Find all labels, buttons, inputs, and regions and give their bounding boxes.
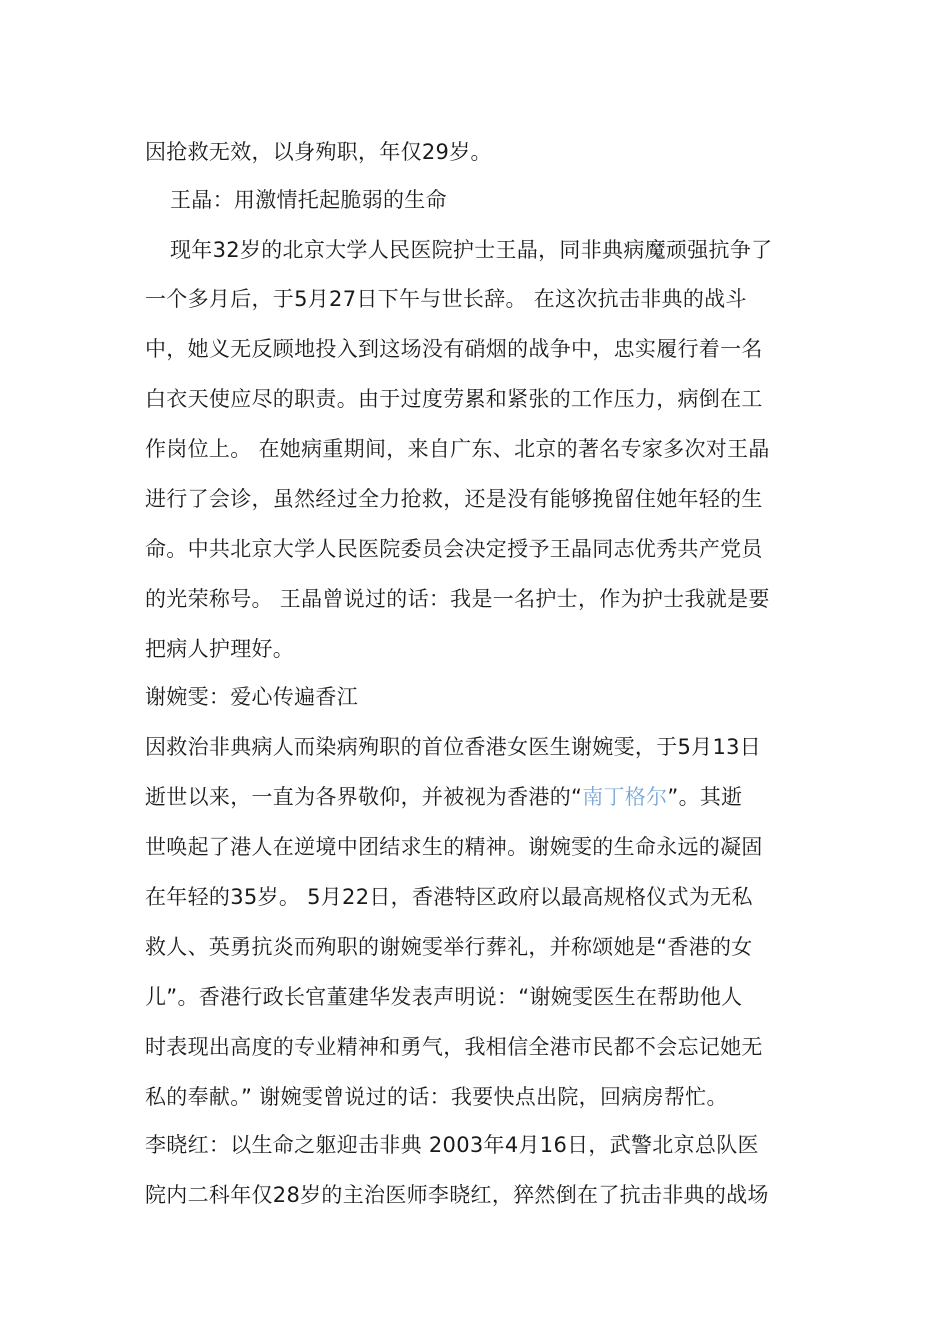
text-line: 进行了会诊，虽然经过全力抢救，还是没有能够挽留住她年轻的生	[145, 487, 763, 511]
text-line: 私的奉献。” 谢婉雯曾说过的话：我要快点出院，回病房帮忙。	[145, 1085, 728, 1109]
text-line: 的光荣称号。 王晶曾说过的话：我是一名护士，作为护士我就是要	[145, 587, 770, 611]
text-line: 因救治非典病人而染病殉职的首位香港女医生谢婉雯，于5月13日	[145, 735, 762, 759]
section-heading-li-xiaohong: 李晓红：以生命之躯迎击非典 2003年4月16日，武警北京总队医	[145, 1133, 759, 1157]
section-heading-xie-wanwen: 谢婉雯：爱心传遍香江	[145, 685, 358, 709]
text-line: 一个多月后，于5月27日下午与世长辞。 在这次抗击非典的战斗	[145, 287, 747, 311]
text-line: 中，她义无反顾地投入到这场没有硝烟的战争中，忠实履行着一名	[145, 337, 763, 361]
text-line: 儿”。香港行政长官董建华发表声明说：“谢婉雯医生在帮助他人	[145, 985, 743, 1009]
text-line: 现年32岁的北京大学人民医院护士王晶，同非典病魔顽强抗争了	[170, 238, 773, 262]
text-line: 把病人护理好。	[145, 637, 295, 661]
section-heading-wang-jing: 王晶：用激情托起脆弱的生命	[170, 188, 447, 212]
text-line: 救人、英勇抗炎而殉职的谢婉雯举行葬礼，并称颂她是“香港的女	[145, 935, 753, 959]
text-line: 白衣天使应尽的职责。由于过度劳累和紧张的工作压力，病倒在工	[145, 387, 763, 411]
text-line: 在年轻的35岁。 5月22日，香港特区政府以最高规格仪式为无私	[145, 885, 753, 909]
nightingale-link[interactable]: 南丁格尔	[582, 785, 668, 809]
text-segment: 逝世以来，一直为各界敬仰，并被视为香港的“	[145, 785, 583, 809]
text-line: 作岗位上。 在她病重期间，来自广东、北京的著名专家多次对王晶	[145, 437, 770, 461]
text-line: 时表现出高度的专业精神和勇气，我相信全港市民都不会忘记她无	[145, 1035, 763, 1059]
text-line: 命。中共北京大学人民医院委员会决定授予王晶同志优秀共产党员	[145, 537, 763, 561]
text-line: 因抢救无效，以身殉职，年仅29岁。	[145, 140, 492, 164]
text-line: 世唤起了港人在逆境中团结求生的精神。谢婉雯的生命永远的凝固	[145, 835, 763, 859]
text-segment: ”。其逝	[667, 785, 743, 809]
text-line: 院内二科年仅28岁的主治医师李晓红，猝然倒在了抗击非典的战场	[145, 1183, 769, 1207]
text-line-with-link	[145, 782, 742, 812]
